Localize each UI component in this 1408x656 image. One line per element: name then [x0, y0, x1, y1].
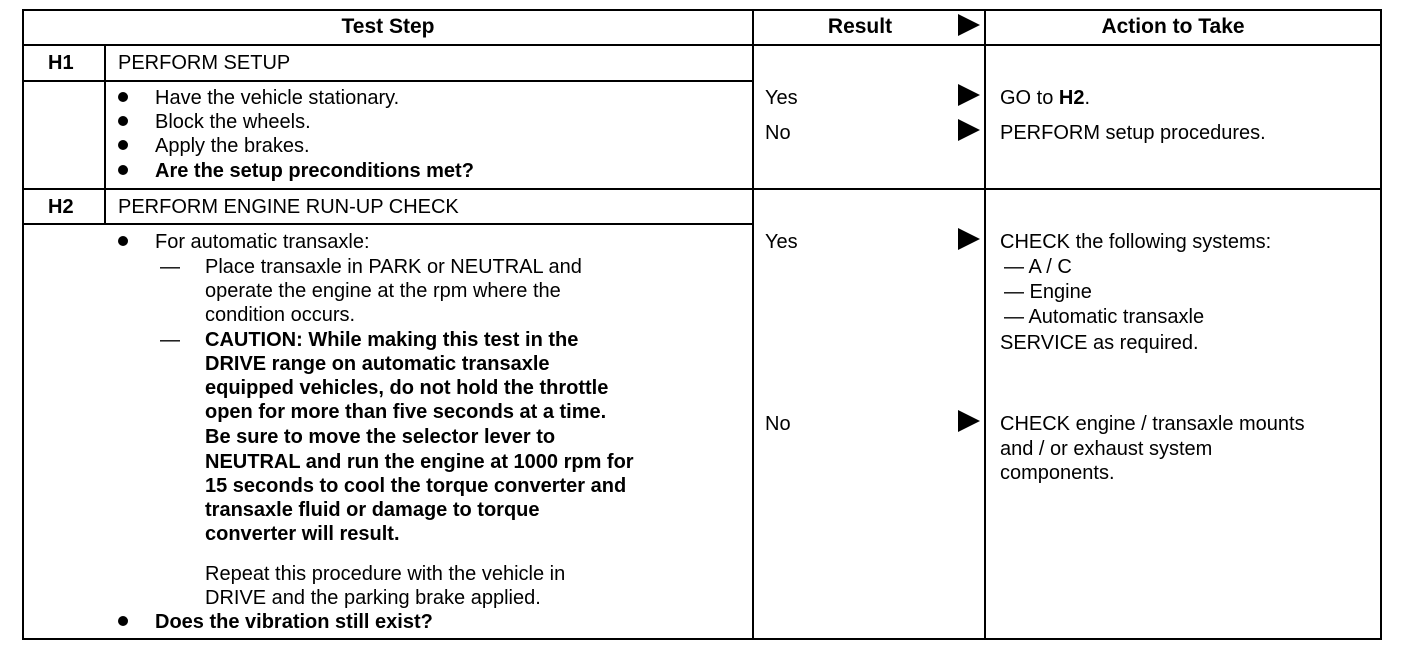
- h2-result-no: No: [765, 413, 791, 435]
- bullet-icon: [118, 140, 128, 150]
- h2-yes-action-line-1: CHECK the following systems:: [1000, 231, 1272, 253]
- h1-question: Are the setup preconditions met?: [155, 160, 474, 182]
- header-result: Result: [827, 15, 893, 38]
- bullet-icon: [118, 616, 128, 626]
- bullet-icon: [118, 116, 128, 126]
- h2-caution-line-9: converter will result.: [205, 523, 400, 545]
- header-action: Action to Take: [1101, 15, 1245, 38]
- h2-yes-action-line-3: — Engine: [1004, 281, 1092, 303]
- h2-caution-line-7: 15 seconds to cool the torque converter and: [205, 475, 627, 497]
- bullet-icon: [118, 165, 128, 175]
- h1-yes-action: [1000, 86, 1090, 110]
- h2-repeat-line-2: DRIVE and the parking brake applied.: [205, 587, 541, 609]
- h2-result-yes: Yes: [765, 231, 798, 253]
- h2-caution-line-5: Be sure to move the selector lever to: [205, 426, 556, 448]
- h1-bullet-1: Have the vehicle stationary.: [155, 87, 400, 109]
- h2-title: PERFORM ENGINE RUN-UP CHECK: [118, 196, 459, 218]
- header-test-step: Test Step: [341, 15, 435, 38]
- h1-yes-action-suffix: .: [1084, 87, 1091, 109]
- h1-title: PERFORM SETUP: [118, 52, 291, 74]
- h2-title-divider: [22, 223, 754, 225]
- h2-repeat-line-1: Repeat this procedure with the vehicle in: [205, 563, 566, 585]
- h2-caution-line-2: DRIVE range on automatic transaxle: [205, 353, 550, 375]
- h2-yes-action-line-5: SERVICE as required.: [1000, 332, 1199, 354]
- h2-bullet-1: For automatic transaxle:: [155, 231, 370, 253]
- h2-caution-line-1: CAUTION: While making this test in the: [205, 329, 579, 351]
- bullet-icon: [118, 92, 128, 102]
- h2-yes-action-line-4: — Automatic transaxle: [1004, 306, 1205, 328]
- h2-dash1-line-2: operate the engine at the rpm where the: [205, 280, 561, 302]
- h2-yes-action-line-2: — A / C: [1004, 256, 1072, 278]
- h2-no-action-line-2: and / or exhaust system: [1000, 438, 1213, 460]
- h2-dash1-line-3: condition occurs.: [205, 304, 356, 326]
- h1-step-id: H1: [48, 52, 74, 74]
- h1-yes-arrow-icon: [958, 84, 980, 106]
- h2-caution-line-8: transaxle fluid or damage to torque: [205, 499, 540, 521]
- h2-caution-line-4: open for more than five seconds at a time.: [205, 401, 607, 423]
- header-divider: [22, 44, 1382, 46]
- bullet-icon: [118, 236, 128, 246]
- h2-yes-arrow-icon: [958, 228, 980, 250]
- h2-question: Does the vibration still exist?: [155, 611, 433, 633]
- header-arrow-icon: [958, 14, 980, 36]
- column-divider-result: [752, 9, 754, 640]
- h1-result-yes: Yes: [765, 87, 798, 109]
- h1-title-divider: [22, 80, 754, 82]
- h1-result-no: No: [765, 122, 791, 144]
- h1-bullet-2: Block the wheels.: [155, 111, 311, 133]
- dash-icon: —: [160, 256, 180, 278]
- column-divider-action: [984, 9, 986, 640]
- h1-yes-action-target: H2: [1058, 87, 1085, 109]
- h2-no-arrow-icon: [958, 410, 980, 432]
- h1-no-action: PERFORM setup procedures.: [1000, 122, 1266, 144]
- column-divider-step-id: [104, 45, 106, 224]
- h2-no-action-line-3: components.: [1000, 462, 1115, 484]
- h1-yes-action-prefix: GO to: [1000, 87, 1059, 109]
- h2-caution-line-6: NEUTRAL and run the engine at 1000 rpm for: [205, 451, 634, 473]
- dash-icon: —: [160, 329, 180, 351]
- section-divider: [22, 188, 1382, 190]
- h2-step-id: H2: [48, 196, 74, 218]
- h1-no-arrow-icon: [958, 119, 980, 141]
- h2-caution-line-3: equipped vehicles, do not hold the throttle: [205, 377, 609, 399]
- h2-no-action-line-1: CHECK engine / transaxle mounts: [1000, 413, 1305, 435]
- h1-bullet-3: Apply the brakes.: [155, 135, 310, 157]
- h2-dash1-line-1: Place transaxle in PARK or NEUTRAL and: [205, 256, 582, 278]
